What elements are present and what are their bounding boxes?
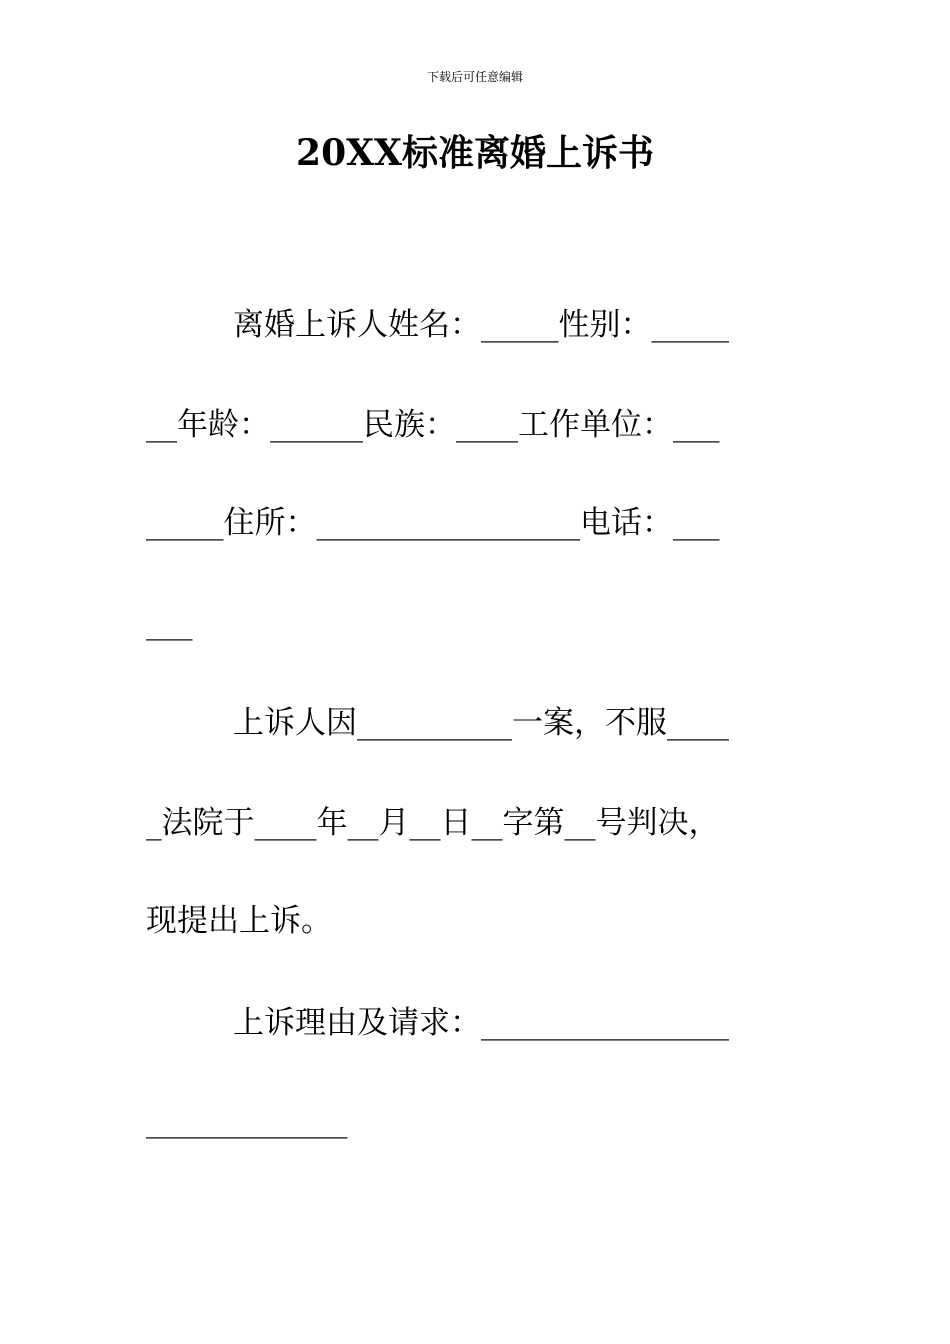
case-line-2: _法院于____年__月__日__字第__号判决， xyxy=(146,805,720,841)
appellant-info-line-4: ___ xyxy=(146,605,193,641)
document-title: 20XX标准离婚上诉书 xyxy=(296,132,654,174)
case-line-1: 上诉人因__________一案，不服____ xyxy=(233,705,729,741)
appellant-info-line-1: 离婚上诉人姓名：_____性别：_____ xyxy=(233,307,729,343)
reasons-line-2: _____________ xyxy=(146,1103,348,1139)
appellant-info-line-3: _____住所：_________________电话：___ xyxy=(146,505,720,541)
appellant-info-line-2: __年龄：______民族：____工作单位：___ xyxy=(146,407,720,443)
case-line-3: 现提出上诉。 xyxy=(146,903,332,939)
reasons-line-1: 上诉理由及请求：________________ xyxy=(233,1005,729,1041)
header-note: 下载后可任意编辑 xyxy=(426,70,523,84)
